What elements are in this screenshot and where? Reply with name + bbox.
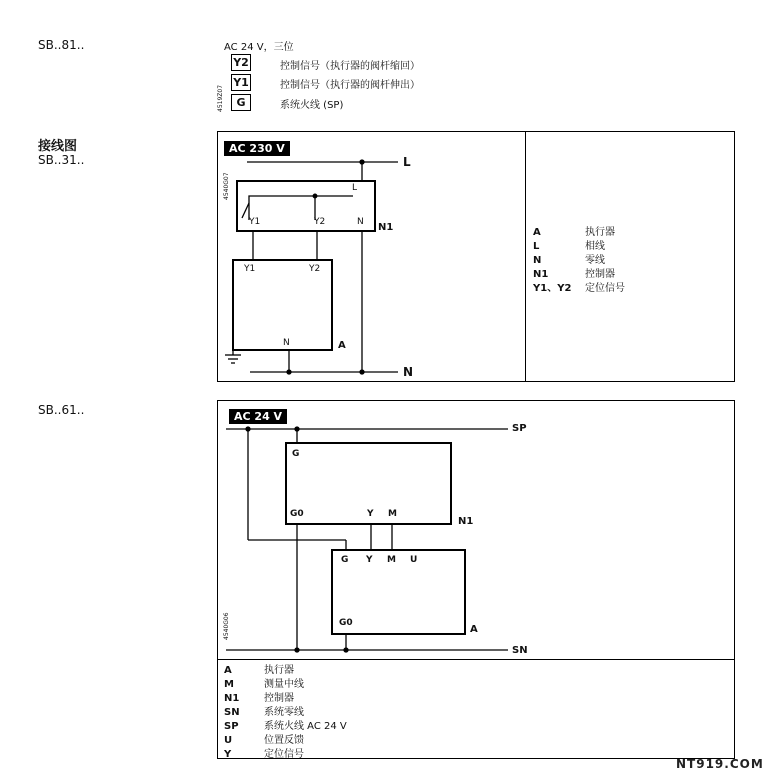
sb31-label: SB..31..	[38, 153, 85, 167]
sb61-a-label: A	[470, 624, 478, 635]
sb61-act-g0: G0	[339, 618, 353, 628]
sb31-legend-a: A 执行器	[533, 227, 615, 238]
sb61-ctrl-g0: G0	[290, 509, 304, 519]
sb61-legend-sp: SP 系统火线 AC 24 V	[224, 721, 347, 732]
terminal-g-desc: 系统火线 (SP)	[280, 100, 344, 111]
sb31-supply-badge: AC 230 V	[224, 141, 290, 156]
sb31-n-label: N	[403, 365, 414, 379]
sb61-ctrl-g: G	[292, 449, 300, 459]
terminal-g: G	[231, 94, 251, 111]
sb61-act-m: M	[387, 555, 396, 565]
sb31-legend-n: N 零线	[533, 255, 605, 266]
sb31-ctrl-l: L	[352, 183, 358, 193]
sb31-ctrl-y2: Y2	[314, 217, 326, 227]
sb31-drawing-id: 4540G07	[223, 172, 230, 200]
sb61-legend-u: U 位置反馈	[224, 735, 304, 746]
sb61-divider	[217, 659, 735, 660]
sb31-l-label: L	[403, 155, 411, 169]
sb31-legend-n1: N1 控制器	[533, 269, 615, 280]
sb61-label: SB..61..	[38, 403, 85, 417]
sb81-header: AC 24 V，三位	[224, 42, 294, 53]
sb61-n1-label: N1	[458, 516, 474, 527]
sb61-sp-label: SP	[512, 423, 527, 434]
sb81-label: SB..81..	[38, 38, 85, 52]
sb61-legend-y: Y 定位信号	[224, 749, 304, 760]
sb31-act-n: N	[283, 338, 290, 348]
sb61-ctrl-m: M	[388, 509, 397, 519]
sb81-drawing-id: 4519Z07	[217, 84, 224, 112]
sb31-ctrl-y1: Y1	[249, 217, 261, 227]
sb31-a-label: A	[338, 340, 346, 351]
sb61-act-u: U	[410, 555, 418, 565]
wiring-title: 接线图	[38, 139, 78, 154]
sb61-legend-a: A 执行器	[224, 665, 294, 676]
sb61-legend-sn: SN 系统零线	[224, 707, 304, 718]
terminal-y1: Y1	[231, 74, 251, 91]
terminal-y2: Y2	[231, 54, 251, 71]
sb61-ctrl-y: Y	[367, 509, 374, 519]
sb61-supply-badge: AC 24 V	[229, 409, 287, 424]
sb61-drawing-id: 4540G06	[223, 612, 230, 640]
sb61-act-y: Y	[366, 555, 373, 565]
sb31-ctrl-n: N	[357, 217, 364, 227]
terminal-y1-desc: 控制信号（执行器的阀杆伸出）	[280, 80, 420, 91]
terminal-y2-desc: 控制信号（执行器的阀杆缩回）	[280, 61, 420, 72]
sb61-legend-n1: N1 控制器	[224, 693, 294, 704]
sb61-sn-label: SN	[512, 645, 528, 656]
sb61-legend-m: M 测量中线	[224, 679, 304, 690]
sb31-act-y2: Y2	[309, 264, 321, 274]
sb31-legend-y1y2: Y1、Y2 定位信号	[533, 283, 625, 294]
sb61-act-g: G	[341, 555, 349, 565]
sb31-n1-label: N1	[378, 222, 394, 233]
sb31-legend-l: L 相线	[533, 241, 605, 252]
watermark: NT919.COM	[676, 757, 764, 771]
sb31-act-y1: Y1	[244, 264, 256, 274]
